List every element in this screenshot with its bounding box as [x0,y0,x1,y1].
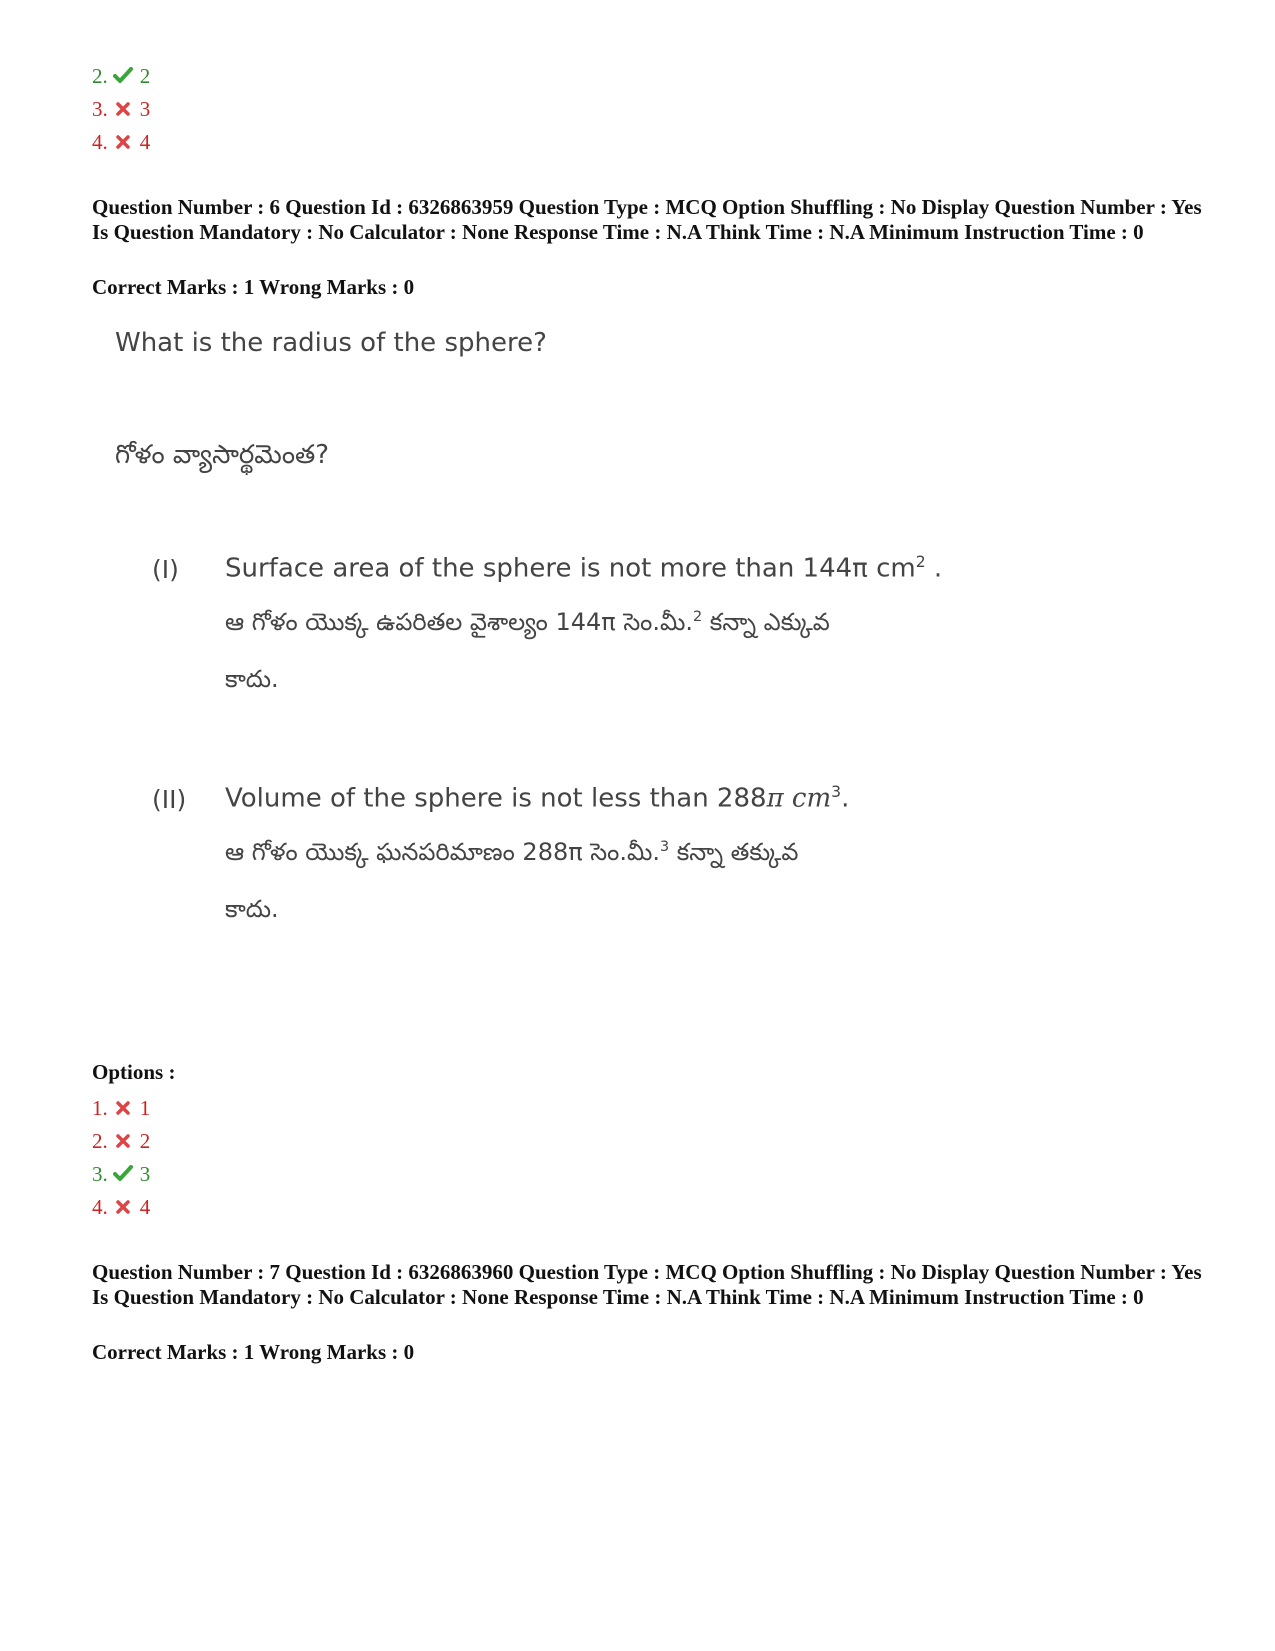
option-number: 2. [92,64,108,88]
option-number: 4. [92,1195,108,1219]
option-value: 4 [139,1195,151,1219]
statement-2-label: (II) [152,785,187,814]
option-value: 3 [139,1162,151,1186]
cross-icon [110,1128,136,1154]
option-3 [92,1161,150,1187]
question-6-marks: Correct Marks : 1 Wrong Marks : 0 [92,275,415,299]
prev-option-3 [92,96,150,122]
statement-2-te-line1: ఆ గోళం యొక్క ఘనపరిమాణం 288π సెం.మీ.$^3$ కన్నా తక్కువ [225,838,799,866]
option-number: 3. [92,97,108,121]
cross-icon [110,1095,136,1121]
statement-2-te-line2: కాదు. [225,895,279,923]
question-7-meta: Question Number : 7 Question Id : 6326863960 Question Type : MCQ Option Shuffling : No Display Question Number : Yes Is Question Mandatory : No Calculator : None Response Time : N.A Think Time : N.A Minimum Instruction Time : 0 [92,1260,1202,1309]
option-2 [92,1128,150,1154]
statement-1-te-line1: ఆ గోళం యొక్క ఉపరితల వైశాల్యం 144π సెం.మీ.$^2$ కన్నా ఎక్కువ [225,608,830,636]
option-value: 2 [139,1129,151,1153]
option-number: 2. [92,1129,108,1153]
question-text-te: గోళం వ్యాసార్థమెంత? [115,440,330,470]
option-4 [92,1194,150,1220]
question-6-meta: Question Number : 6 Question Id : 6326863959 Question Type : MCQ Option Shuffling : No Display Question Number : Yes Is Question Mandatory : No Calculator : None Response Time : N.A Think Time : N.A Minimum Instruction Time : 0 [92,195,1202,244]
statement-1-label: (I) [152,555,179,584]
statement-1-en: Surface area of the sphere is not more than 144π $cm^2$ . [225,553,943,584]
prev-option-4 [92,129,150,155]
option-value: 1 [139,1096,151,1120]
option-value: 3 [139,97,151,121]
check-icon [110,1161,136,1187]
cross-icon [110,129,136,155]
option-value: 4 [139,130,151,154]
prev-option-2 [92,63,150,89]
option-number: 4. [92,130,108,154]
check-icon [110,63,136,89]
options-label: Options : [92,1060,176,1084]
question-text-en: What is the radius of the sphere? [115,328,547,358]
statement-1-te-line2: కాదు. [225,665,279,693]
option-1 [92,1095,150,1121]
option-number: 3. [92,1162,108,1186]
option-value: 2 [139,64,151,88]
question-7-marks: Correct Marks : 1 Wrong Marks : 0 [92,1340,415,1364]
statement-2-en: Volume of the sphere is not less than 288π $cm^3$. [225,783,850,814]
cross-icon [110,1194,136,1220]
option-number: 1. [92,1096,108,1120]
cross-icon [110,96,136,122]
